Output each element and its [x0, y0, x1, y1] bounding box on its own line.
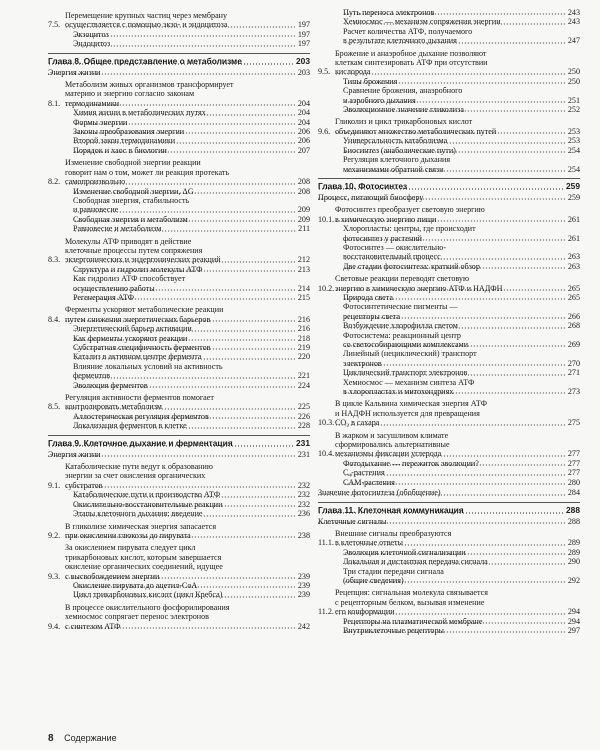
toc-subentry	[48, 421, 310, 430]
entry-page: 254	[567, 145, 580, 155]
toc-subentry	[48, 108, 310, 117]
entry-page: 254	[567, 164, 580, 174]
entry-title: Хемиосмос — механизм синтеза АТФ в хлоропластах и митохондриях	[343, 378, 566, 397]
entry-page: 288	[567, 516, 580, 526]
entry-page: 239	[297, 580, 310, 590]
entry-title: Формы энергии	[73, 118, 296, 127]
toc-section	[318, 274, 580, 293]
entry-title: Структура и гидролиз молекулы АТФ	[73, 265, 296, 274]
toc-section	[318, 431, 580, 459]
entry-title: Брожение и анаэробное дыхание позволяют клеткам синтезировать АТФ при отсутствии кислорода	[335, 49, 566, 77]
entry-page: 251	[567, 95, 580, 105]
entry-title: В цикле Кальвина химическая энергия АТФ и НАДФН используется для превращения CO₂ в сахара	[335, 399, 566, 427]
toc-subentry	[48, 381, 310, 390]
toc-subentry	[318, 468, 580, 477]
entry-title: Две стадии фотосинтеза: краткий обзор	[343, 262, 566, 271]
toc-subentry	[48, 324, 310, 333]
toc-subentry	[318, 262, 580, 271]
entry-title: Сравнение брожения, анаэробного и аэробного дыхания	[343, 86, 566, 105]
entry-title: Эндоцитоз	[73, 39, 296, 48]
entry-page: 253	[567, 126, 580, 136]
toc-subentry	[48, 274, 310, 293]
entry-title: Эволюция ферментов	[73, 381, 296, 390]
entry-page: 232	[297, 480, 310, 490]
entry-title: Эволюционное значение гликолиза	[343, 105, 566, 114]
entry-title: Химия жизни в метаболических путях	[73, 108, 296, 117]
entry-page: 218	[297, 333, 310, 343]
entry-page: 243	[567, 8, 580, 17]
toc-subentry	[48, 334, 310, 343]
toc-right-column	[318, 8, 580, 635]
entry-title: Второй закон термодинамики	[73, 136, 296, 145]
entry-page: 208	[297, 177, 310, 187]
toc-subentry	[48, 224, 310, 233]
toc-section	[48, 543, 310, 581]
entry-page: 215	[297, 292, 310, 302]
entry-page: 261	[567, 214, 580, 224]
entry-title: Процесс, питающий биосферу	[318, 193, 566, 202]
entry-title: Рецепция: сигнальная молекула связывается с рецепторным белком, вызывая изменение его конформации	[335, 588, 566, 616]
entry-page: 294	[567, 607, 580, 617]
toc-section	[318, 205, 580, 224]
section-number: 9.2.	[48, 530, 61, 540]
entry-title: Фотосинтез — окислительно- восстановительный процесс	[343, 243, 566, 262]
entry-title: В процессе окислительного фосфорилирования хемиосмос сопрягает перенос электронов с синтезом АТФ	[65, 603, 296, 631]
footer-label: Содержание	[64, 733, 117, 743]
entry-page: 265	[567, 283, 580, 293]
toc-section	[48, 11, 310, 30]
section-number: 9.6.	[318, 126, 331, 136]
section-number: 9.5.	[318, 67, 331, 77]
entry-title: Регуляция клеточного дыхания механизмами обратной связи	[343, 155, 566, 174]
entry-page: 277	[567, 458, 580, 468]
entry-page: 270	[567, 358, 580, 368]
toc-section	[48, 80, 310, 108]
toc-subentry	[318, 86, 580, 105]
entry-title: Ферменты ускоряют метаболические реакции путем снижения энергетических барьеров	[65, 305, 296, 324]
toc-subentry	[48, 412, 310, 421]
section-number: 9.1.	[48, 480, 61, 490]
entry-title: Линейный (нециклический) транспорт электронов	[343, 349, 566, 368]
entry-page: 275	[567, 418, 580, 428]
entry-page: 277	[567, 468, 580, 478]
entry-title: Внутриклеточные рецепторы	[343, 626, 566, 635]
toc-subentry	[318, 155, 580, 174]
entry-title: В жарком и засушливом климате сформировались альтернативные механизмы фиксации углерода	[335, 431, 566, 459]
toc-subentry	[318, 136, 580, 145]
entry-page: 252	[567, 105, 580, 115]
entry-page: 214	[297, 283, 310, 293]
toc-subentry	[318, 349, 580, 368]
entry-title: Фотосинтез преобразует световую энергию в химическую энергию пищи	[335, 205, 566, 224]
entry-page: 266	[567, 311, 580, 321]
chapter-title: Глава 9. Клеточное дыхание и ферментация	[48, 438, 294, 449]
chapter-page: 259	[566, 180, 580, 191]
entry-title: Цикл трикарбоновых кислот (цикл Кребса)	[73, 590, 296, 599]
section-number: 10.2.	[318, 283, 335, 293]
toc-subentry	[48, 352, 310, 361]
entry-title: Законы преобразования энергии	[73, 127, 296, 136]
toc-subentry	[318, 302, 580, 321]
entry-page: 290	[567, 557, 580, 567]
entry-title: Локализация ферментов в клетке	[73, 421, 296, 430]
entry-page: 259	[567, 192, 580, 202]
chapter-title: Глава 11. Клеточная коммуникация	[318, 505, 564, 516]
entry-title: Молекулы АТФ приводят в действие клеточные процессы путем сопряжения экзергонических и эндергонических реакций	[65, 237, 296, 265]
entry-page: 265	[567, 292, 580, 302]
toc-section	[48, 393, 310, 412]
entry-title: Три стадии передачи сигнала (общие сведения)	[343, 567, 566, 586]
entry-page: 219	[297, 343, 310, 352]
toc-subentry	[48, 30, 310, 39]
entry-page: 284	[567, 488, 580, 498]
entry-page: 211	[298, 224, 310, 234]
entry-page: 206	[297, 127, 310, 137]
section-number: 8.3.	[48, 255, 61, 265]
entry-title: В гликолизе химическая энергия запасается при окислении глюкозы до пирувата	[65, 522, 296, 541]
toc-subentry	[318, 617, 580, 626]
toc-entry	[318, 517, 580, 526]
entry-page: 225	[297, 402, 310, 412]
toc-section	[318, 49, 580, 77]
entry-page: 289	[567, 547, 580, 557]
entry-title: Как гидролиз АТФ способствует осуществлению работы	[73, 274, 296, 293]
chapter-heading	[48, 435, 310, 449]
toc-subentry	[318, 27, 580, 46]
section-number: 8.2.	[48, 177, 61, 187]
entry-title: Хемиосмос — механизм сопряжения энергии	[343, 17, 566, 26]
entry-title: Регенерация АТФ	[73, 293, 296, 302]
toc-entry	[318, 488, 580, 497]
section-number: 7.5.	[48, 20, 61, 30]
toc-subentry	[48, 118, 310, 127]
section-number: 9.3.	[48, 571, 61, 581]
entry-page: 263	[567, 252, 580, 262]
entry-title: Свободная энергия, стабильность и равновесие	[73, 196, 296, 215]
chapter-heading	[318, 502, 580, 516]
toc-subentry	[48, 187, 310, 196]
entry-page: 207	[297, 145, 310, 155]
toc-section	[318, 399, 580, 427]
entry-title: Энергия жизни	[48, 68, 296, 77]
entry-title: Энергия жизни	[48, 450, 296, 459]
entry-page: 204	[297, 98, 310, 108]
section-number: 10.4.	[318, 449, 335, 459]
entry-title: Субстратная специфичность ферментов	[73, 343, 296, 352]
chapter-page: 288	[566, 504, 580, 515]
entry-title: Фотосинтетические пигменты — рецепторы света	[343, 302, 566, 321]
entry-title: Изменение свободной энергии реакции говорит нам о том, может ли реакция протекать самопроизвольно	[65, 158, 296, 186]
entry-page: 242	[297, 621, 310, 631]
entry-page: 294	[567, 616, 580, 626]
toc-subentry	[48, 500, 310, 509]
entry-page: 243	[567, 17, 580, 27]
entry-title: Перемещение крупных частиц через мембрану осуществляется с помощью экзо- и эндоцитоза	[65, 11, 296, 30]
entry-title: Фотосистема: реакционный центр со светособирающими комплексами	[343, 331, 566, 350]
toc-subentry	[318, 557, 580, 566]
toc-subentry	[48, 146, 310, 155]
entry-title: Этапы клеточного дыхания: введение	[73, 509, 296, 518]
toc-subentry	[318, 224, 580, 243]
section-number: 8.4.	[48, 314, 61, 324]
entry-page: 231	[297, 449, 310, 459]
toc-subentry	[318, 8, 580, 17]
entry-title: Локальная и дистантная передача сигнала	[343, 557, 566, 566]
entry-page: 280	[567, 477, 580, 487]
entry-page: 197	[297, 39, 310, 49]
entry-title: Хлоропласты: центры, где происходит фотосинтез у растений	[343, 224, 566, 243]
entry-title: Световые реакции переводят световую энергию в химическую энергию АТФ и НАДФН	[335, 274, 566, 293]
toc-subentry	[48, 590, 310, 599]
entry-page: 247	[567, 36, 580, 46]
toc-subentry	[318, 331, 580, 350]
entry-page: 232	[297, 490, 310, 500]
toc-subentry	[48, 343, 310, 352]
toc-subentry	[318, 77, 580, 86]
entry-page: 204	[297, 117, 310, 127]
toc-entry	[318, 193, 580, 202]
section-number: 8.1.	[48, 98, 61, 108]
chapter-page: 231	[296, 437, 310, 448]
entry-title: Рецепторы на плазматической мембране	[343, 617, 566, 626]
entry-title: Гликолиз и цикл трикарбоновых кислот объединяют множество метаболических путей	[335, 117, 566, 136]
entry-title: За окислением пирувата следует цикл трикарбоновых кислот, которым завершается окисление органических соединений, идущее с высвобождением энергии	[65, 543, 296, 581]
entry-page: 209	[297, 214, 310, 224]
entry-title: Изменение свободной энергии, ΔG	[73, 187, 296, 196]
toc-subentry	[318, 321, 580, 330]
toc-subentry	[48, 136, 310, 145]
toc-section	[48, 462, 310, 490]
toc-section	[48, 305, 310, 324]
entry-title: Универсальность катаболизма	[343, 136, 566, 145]
entry-title: Катаболические пути и производство АТФ	[73, 490, 296, 499]
toc-section	[318, 117, 580, 136]
toc-subentry	[318, 17, 580, 26]
entry-title: Окислительно-восстановительные реакции	[73, 500, 296, 509]
entry-title: Путь переноса электронов	[343, 8, 566, 17]
toc-subentry	[318, 378, 580, 397]
entry-title: Как ферменты ускоряют реакции	[73, 334, 296, 343]
toc-subentry	[48, 509, 310, 518]
toc-section	[318, 529, 580, 548]
chapter-title: Глава 8. Общее представление о метаболизме	[48, 56, 294, 67]
entry-page: 269	[567, 340, 580, 349]
entry-page: 209	[297, 205, 310, 215]
entry-title: Равновесие и метаболизм	[73, 224, 296, 233]
toc-subentry	[318, 626, 580, 635]
toc-section	[48, 158, 310, 186]
entry-title: Циклический транспорт электронов	[343, 368, 566, 377]
entry-page: 250	[567, 76, 580, 86]
entry-page: 273	[567, 387, 580, 397]
section-number: 11.1.	[318, 538, 334, 548]
entry-page: 277	[567, 449, 580, 459]
entry-page: 261	[567, 233, 580, 243]
entry-title: Аллостерическая регуляция ферментов	[73, 412, 296, 421]
toc-section	[48, 522, 310, 541]
section-number: 8.5.	[48, 402, 61, 412]
entry-page: 292	[567, 575, 580, 585]
entry-page: 224	[297, 380, 310, 390]
entry-page: 289	[567, 538, 580, 548]
entry-title: Порядок и хаос в биологии	[73, 146, 296, 155]
entry-page: 253	[567, 136, 580, 146]
entry-title: Природа света	[343, 293, 566, 302]
entry-page: 263	[567, 261, 580, 271]
toc-subentry	[318, 243, 580, 262]
toc-subentry	[48, 490, 310, 499]
entry-title: Клеточные сигналы	[318, 517, 566, 526]
entry-page: 239	[297, 590, 310, 600]
entry-title: C₄-растения	[343, 468, 566, 477]
entry-page: 216	[297, 314, 310, 324]
page-footer	[48, 733, 117, 744]
entry-title: Эволюция клеточной сигнализации	[343, 548, 566, 557]
toc-subentry	[318, 459, 580, 468]
toc-entry	[48, 68, 310, 77]
section-number: 11.2.	[318, 607, 334, 617]
entry-page: 226	[297, 411, 310, 421]
entry-page: 297	[567, 625, 580, 635]
toc-subentry	[48, 196, 310, 215]
toc-section	[48, 603, 310, 631]
entry-page: 213	[297, 264, 310, 274]
toc-subentry	[318, 293, 580, 302]
entry-title: Метаболизм живых организмов трансформирует материю и энергию согласно законам термодинамики	[65, 80, 296, 108]
entry-page: 250	[567, 67, 580, 77]
entry-title: Типы брожения	[343, 77, 566, 86]
entry-page: 221	[297, 371, 310, 381]
entry-title: Катализ в активном центре фермента	[73, 352, 296, 361]
entry-page: 204	[297, 108, 310, 118]
entry-title: Значение фотосинтеза (обобщение)	[318, 488, 566, 497]
toc-subentry	[318, 105, 580, 114]
entry-page: 197	[297, 29, 310, 39]
toc-subentry	[318, 368, 580, 377]
entry-page: 216	[297, 324, 310, 334]
entry-title: Экзоцитоз	[73, 30, 296, 39]
entry-page: 271	[567, 368, 580, 378]
toc-section	[318, 588, 580, 616]
entry-title: Влияние локальных условий на активность ферментов	[73, 362, 296, 381]
toc-subentry	[48, 215, 310, 224]
entry-page: 197	[297, 20, 310, 30]
toc-section	[48, 237, 310, 265]
entry-title: Внешние сигналы преобразуются в клеточные ответы	[335, 529, 566, 548]
toc-subentry	[48, 265, 310, 274]
entry-page: 236	[297, 509, 310, 519]
entry-title: CAM-растения	[343, 478, 566, 487]
entry-title: Регуляция активности ферментов помогает контролировать метаболизм	[65, 393, 296, 412]
toc-left-column	[48, 8, 310, 631]
entry-page: 228	[297, 421, 310, 431]
toc-subentry	[48, 362, 310, 381]
entry-page: 203	[297, 67, 310, 77]
entry-title: Окисление пирувата до ацетил-СоА	[73, 581, 296, 590]
entry-title: Энергетический барьер активации	[73, 324, 296, 333]
entry-title: Биосинтез (анаболические пути)	[343, 146, 566, 155]
page-number: 8	[48, 733, 54, 744]
section-number: 9.4.	[48, 621, 61, 631]
entry-page: 232	[297, 499, 310, 509]
entry-title: Возбуждение хлорофилла светом	[343, 321, 566, 330]
toc-subentry	[318, 478, 580, 487]
entry-page: 212	[297, 255, 310, 265]
chapter-page: 203	[296, 55, 310, 66]
entry-page: 208	[297, 186, 310, 196]
section-number: 10.3.	[318, 418, 335, 428]
toc-subentry	[48, 293, 310, 302]
entry-page: 238	[297, 530, 310, 540]
toc-subentry	[318, 548, 580, 557]
toc-subentry	[48, 127, 310, 136]
section-number: 10.1.	[318, 214, 335, 224]
toc-subentry	[48, 581, 310, 590]
entry-page: 239	[297, 571, 310, 581]
toc-entry	[48, 450, 310, 459]
entry-title: Фотодыхание — пережиток эволюции?	[343, 459, 566, 468]
chapter-heading	[48, 53, 310, 67]
entry-page: 268	[567, 321, 580, 331]
toc-subentry	[48, 39, 310, 48]
chapter-heading	[318, 178, 580, 192]
toc-subentry	[318, 567, 580, 586]
entry-title: Расчет количества АТФ, получаемого в результате клеточного дыхания	[343, 27, 566, 46]
entry-page: 220	[297, 352, 310, 362]
entry-title: Катаболические пути ведут к образованию энергии за счет окисления органических субстратов	[65, 462, 296, 490]
toc-subentry	[318, 146, 580, 155]
entry-title: Свободная энергия и метаболизм	[73, 215, 296, 224]
entry-page: 206	[297, 136, 310, 146]
chapter-title: Глава 10. Фотосинтез	[318, 181, 564, 192]
